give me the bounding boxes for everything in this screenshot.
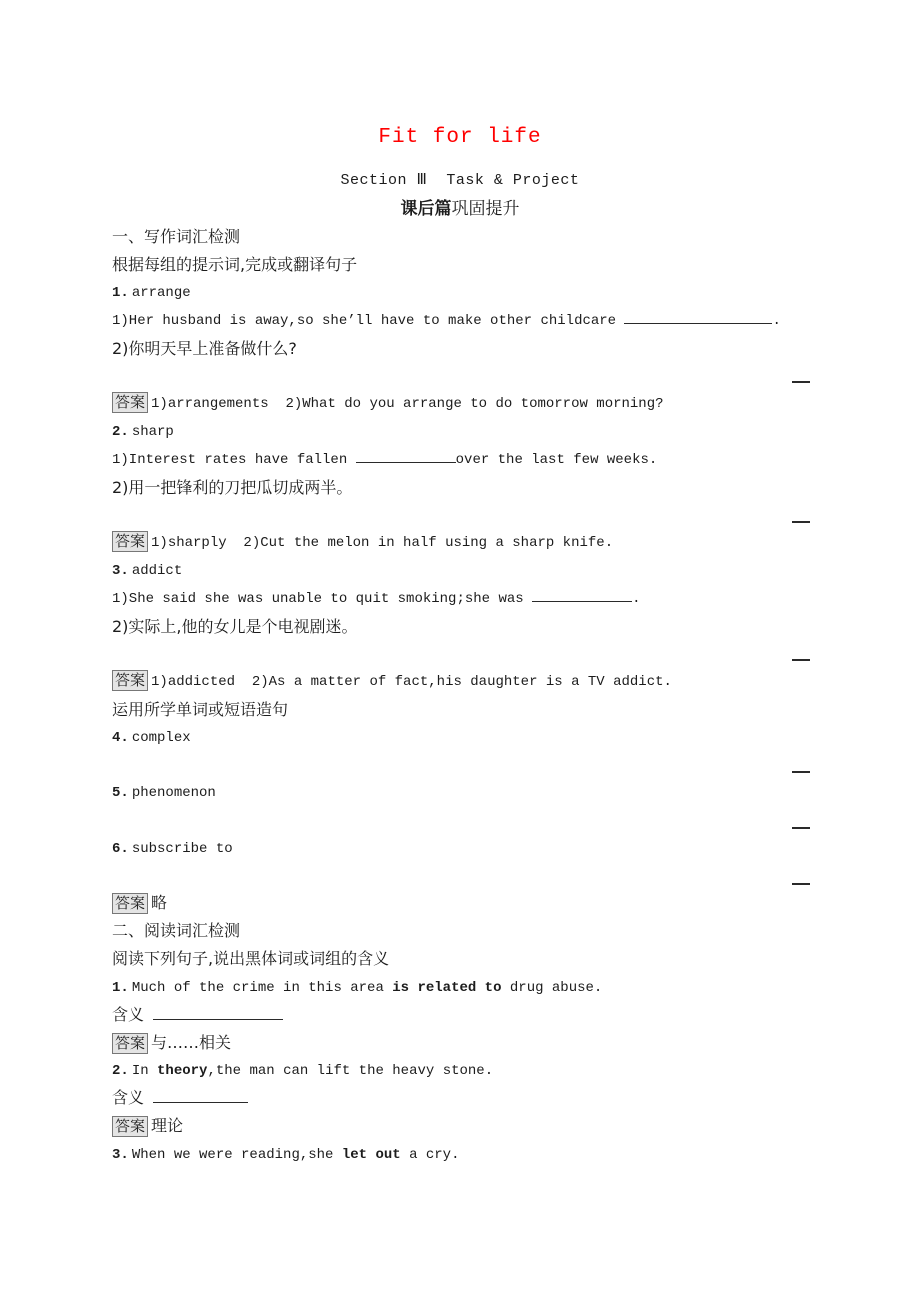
reading-item2-answer-text: 理论 (151, 1116, 184, 1135)
item1-word (112, 279, 191, 307)
item2-word-text: sharp (131, 424, 174, 440)
answer-line-dash (792, 827, 810, 829)
item2-q1-text: 1)Interest rates have fallen (112, 452, 356, 468)
part2-heading: 二、阅读词汇检测 (112, 921, 241, 940)
answer-blank (532, 586, 632, 602)
item1-question2: 2)你明天早上准备做什么? (112, 339, 297, 358)
reading-item1-pre: Much of the crime in this area (131, 980, 393, 996)
answer-blank (153, 1004, 283, 1020)
item5-word-text: phenomenon (131, 785, 216, 801)
item2-question2: 2)用一把锋利的刀把瓜切成两半。 (112, 478, 353, 497)
answer-label-box: 答案 (112, 1116, 148, 1137)
item2-q1-tail: over the last few weeks. (455, 452, 658, 468)
reading-item3-bold-phrase: let out (341, 1147, 401, 1163)
reading-item3-pre: When we were reading,she (131, 1147, 342, 1163)
reading-item2-post: ,the man can lift the heavy stone. (207, 1063, 494, 1079)
item5-number: 5. (112, 785, 129, 801)
reading-item2-meaning (112, 1084, 248, 1112)
reading-item2 (112, 1057, 493, 1085)
reading-item1-answer-text: 与……相关 (151, 1033, 232, 1052)
item3-q1-text: 1)She said she was unable to quit smoking;she was (112, 591, 533, 607)
item3-question1 (112, 585, 640, 613)
item3-q1-tail: . (632, 591, 641, 607)
item6-word-text: subscribe to (131, 841, 233, 857)
reading-item2-pre: In (131, 1063, 158, 1079)
part1-heading: 一、写作词汇检测 (112, 227, 241, 246)
reading-item1-bold-phrase: is related to (392, 980, 502, 996)
part1-instruction2: 运用所学单词或短语造句 (112, 700, 289, 719)
reading-item2-bold-phrase: theory (157, 1063, 208, 1079)
item5-word (112, 779, 216, 807)
item1-word-text: arrange (131, 285, 191, 301)
meaning-label: 含义 (112, 1088, 145, 1107)
item6-word (112, 835, 233, 863)
answer-line-dash (792, 771, 810, 773)
reading-item1-meaning (112, 1001, 283, 1029)
item2-number: 2. (112, 424, 129, 440)
item2-question1 (112, 446, 657, 474)
answer-blank (624, 308, 772, 324)
answer-label-box: 答案 (112, 670, 148, 691)
item4-word-text: complex (131, 730, 191, 746)
subtitle-rest-part: 巩固提升 (451, 199, 520, 219)
reading-item2-number: 2. (112, 1063, 129, 1079)
item2-answer-text: 1)sharply 2)Cut the melon in half using a sharp knife. (151, 535, 614, 551)
reading-item3-number: 3. (112, 1147, 129, 1163)
answer-line-dash (792, 659, 810, 661)
reading-item1 (112, 974, 602, 1002)
part1-instruction: 根据每组的提示词,完成或翻译句子 (112, 255, 358, 274)
reading-item3-post: a cry. (400, 1147, 460, 1163)
reading-item2-answer (112, 1112, 183, 1140)
reading-item1-post: drug abuse. (501, 980, 603, 996)
item3-question2: 2)实际上,他的女儿是个电视剧迷。 (112, 617, 358, 636)
answer-line-dash (792, 521, 810, 523)
item1-answer (112, 390, 664, 418)
meaning-label: 含义 (112, 1005, 145, 1024)
item1-answer-text: 1)arrangements 2)What do you arrange to do tomorrow morning? (151, 396, 664, 412)
item3-number: 3. (112, 563, 129, 579)
answer-label-box: 答案 (112, 392, 148, 413)
page-title: Fit for life (378, 126, 542, 149)
item4-number: 4. (112, 730, 129, 746)
item1-q1-tail: . (772, 313, 781, 329)
item2-word (112, 418, 174, 446)
section-heading: Section Ⅲ Task & Project (340, 172, 580, 189)
reading-item1-number: 1. (112, 980, 129, 996)
item3-word-text: addict (131, 563, 183, 579)
subtitle (0, 195, 920, 223)
brief-answer-text: 略 (151, 893, 168, 912)
item4-word (112, 724, 191, 752)
answer-line-dash (792, 883, 810, 885)
answer-label-box: 答案 (112, 893, 148, 914)
brief-answer (112, 889, 167, 917)
item1-q1-text: 1)Her husband is away,so she’ll have to make other childcare (112, 313, 625, 329)
answer-label-box: 答案 (112, 1033, 148, 1054)
item1-question1 (112, 307, 781, 335)
subtitle-bold-part: 课后篇 (400, 199, 452, 219)
item1-number: 1. (112, 285, 129, 301)
item3-answer (112, 668, 672, 696)
answer-blank (153, 1087, 248, 1103)
answer-line-dash (792, 381, 810, 383)
reading-item1-answer (112, 1029, 231, 1057)
item6-number: 6. (112, 841, 129, 857)
part2-instruction: 阅读下列句子,说出黑体词或词组的含义 (112, 949, 390, 968)
item3-word (112, 557, 182, 585)
item3-answer-text: 1)addicted 2)As a matter of fact,his daughter is a TV addict. (151, 674, 672, 690)
reading-item3 (112, 1141, 459, 1169)
answer-blank (356, 447, 456, 463)
answer-label-box: 答案 (112, 531, 148, 552)
item2-answer (112, 529, 613, 557)
